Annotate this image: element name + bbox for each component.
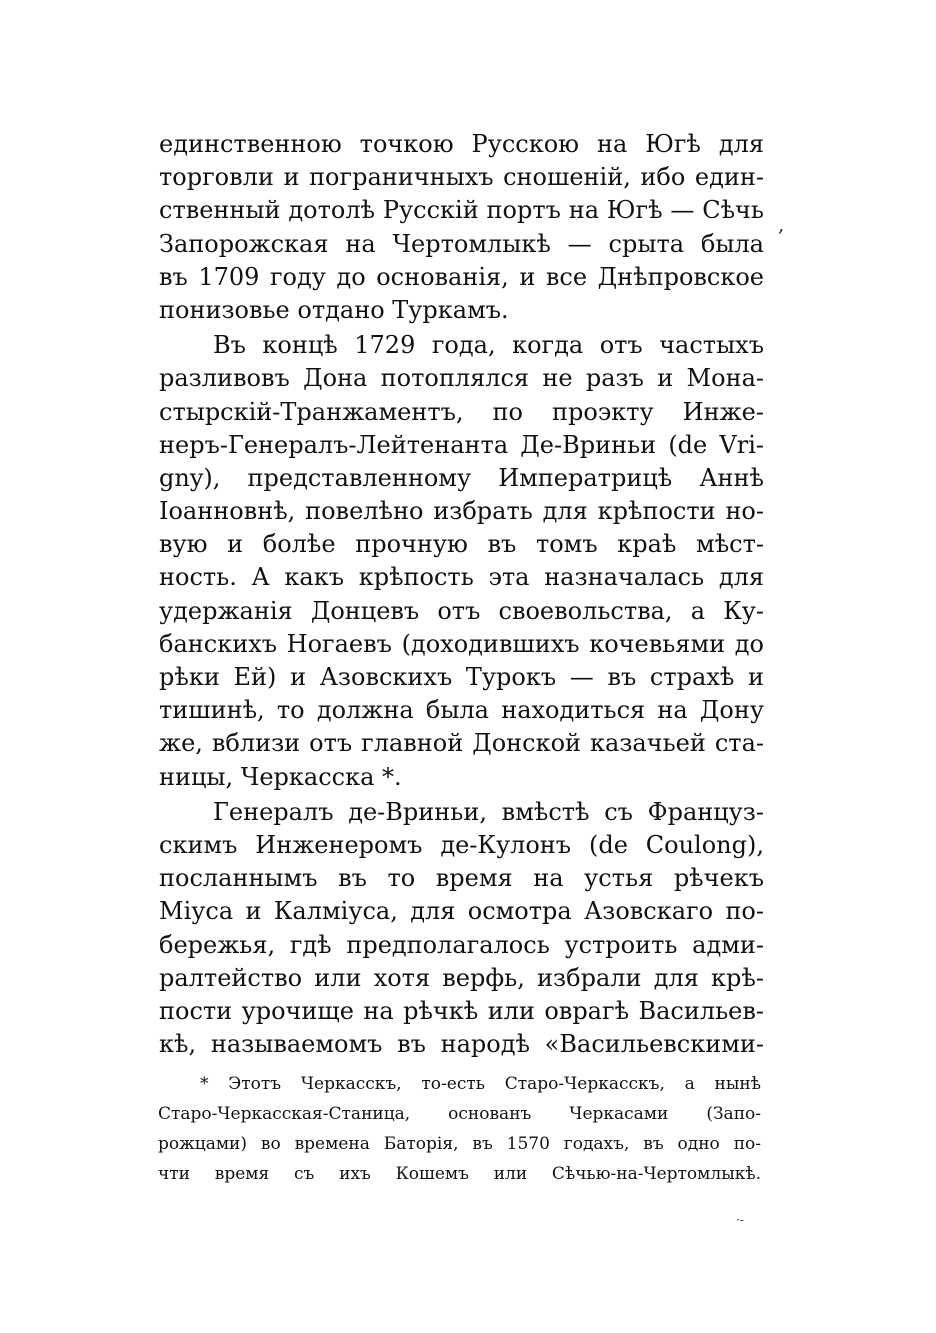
text-line: тишинѣ, то должна была находиться на Дону bbox=[159, 696, 764, 725]
main-text bbox=[159, 128, 764, 1061]
footnote bbox=[158, 1069, 761, 1189]
text-line: ницы, Черкасска *. bbox=[159, 762, 402, 791]
text-line: единственною точкою Русскою на Югѣ для bbox=[159, 130, 764, 158]
footnote-line: Старо-Черкасская-Станица, основанъ Черкасами (Запо- bbox=[158, 1104, 761, 1124]
footnote-line: рожцами) во времена Баторія, въ 1570 годахъ, въ одно по- bbox=[158, 1134, 761, 1154]
text-line: ственный дотолѣ Русскій портъ на Югѣ — Сѣчь bbox=[159, 196, 764, 225]
paragraph-start: Генералъ де-Вриньи, вмѣстѣ съ Француз- bbox=[213, 797, 764, 826]
text-line: ралтейство или хотя верфь, избрали для крѣ- bbox=[159, 963, 764, 992]
text-line: пости урочище на рѣчкѣ или оврагѣ Васильев- bbox=[159, 996, 764, 1025]
margin-dot-mark: , bbox=[778, 212, 785, 236]
text-line: Іоанновнѣ, повелѣно избрать для крѣпости но- bbox=[159, 497, 764, 526]
footnote-line: * Этотъ Черкасскъ, то-есть Старо-Черкасскъ, а нынѣ bbox=[200, 1074, 761, 1094]
text-line: банскихъ Ногаевъ (доходившихъ кочевьями до bbox=[159, 629, 764, 658]
text-line: стырскій-Транжаментъ, по проэкту Инже- bbox=[159, 397, 764, 426]
footnote-line: чти время съ ихъ Кошемъ или Сѣчью-на-Чертомлыкѣ. bbox=[158, 1164, 761, 1184]
text-line: бережья, гдѣ предполагалось устроить адми- bbox=[159, 930, 764, 959]
text-line: gny), представленному Императрицѣ Аннѣ bbox=[159, 463, 764, 492]
paragraph-start: Въ концѣ 1729 года, когда отъ частыхъ bbox=[213, 331, 764, 360]
text-line: понизовье отдано Туркамъ. bbox=[159, 295, 509, 324]
text-line: ность. А какъ крѣпость эта назначалась для bbox=[159, 563, 764, 592]
text-line: въ 1709 году до основанія, и все Днѣпровское bbox=[159, 262, 764, 291]
text-line: вую и болѣе прочную въ томъ краѣ мѣст- bbox=[159, 530, 764, 559]
corner-speck-mark: ·- bbox=[736, 1213, 744, 1227]
text-line: удержанія Донцевъ отъ своевольства, а Ку- bbox=[159, 596, 764, 625]
text-line: же, вблизи отъ главной Донской казачьей ста- bbox=[159, 729, 764, 758]
text-line: рѣки Ей) и Азовскихъ Турокъ — въ страхѣ и bbox=[159, 663, 764, 691]
text-line: скимъ Инженеромъ де-Кулонъ (de Coulong), bbox=[159, 830, 764, 859]
text-line: кѣ, называемомъ въ народѣ «Васильевскими- bbox=[159, 1030, 764, 1059]
text-line: Запорожская на Чертомлыкѣ — срыта была bbox=[159, 229, 764, 258]
text-line: торговли и пограничныхъ сношеній, ибо един- bbox=[159, 163, 764, 192]
text-line: Міуса и Калміуса, для осмотра Азовскаго по- bbox=[159, 897, 764, 926]
text-line: разливовъ Дона потоплялся не разъ и Мона- bbox=[159, 364, 764, 393]
text-line: посланнымъ въ то время на устья рѣчекъ bbox=[159, 864, 764, 893]
text-line: неръ-Генералъ-Лейтенанта Де-Вриньи (de Vri- bbox=[159, 430, 764, 459]
